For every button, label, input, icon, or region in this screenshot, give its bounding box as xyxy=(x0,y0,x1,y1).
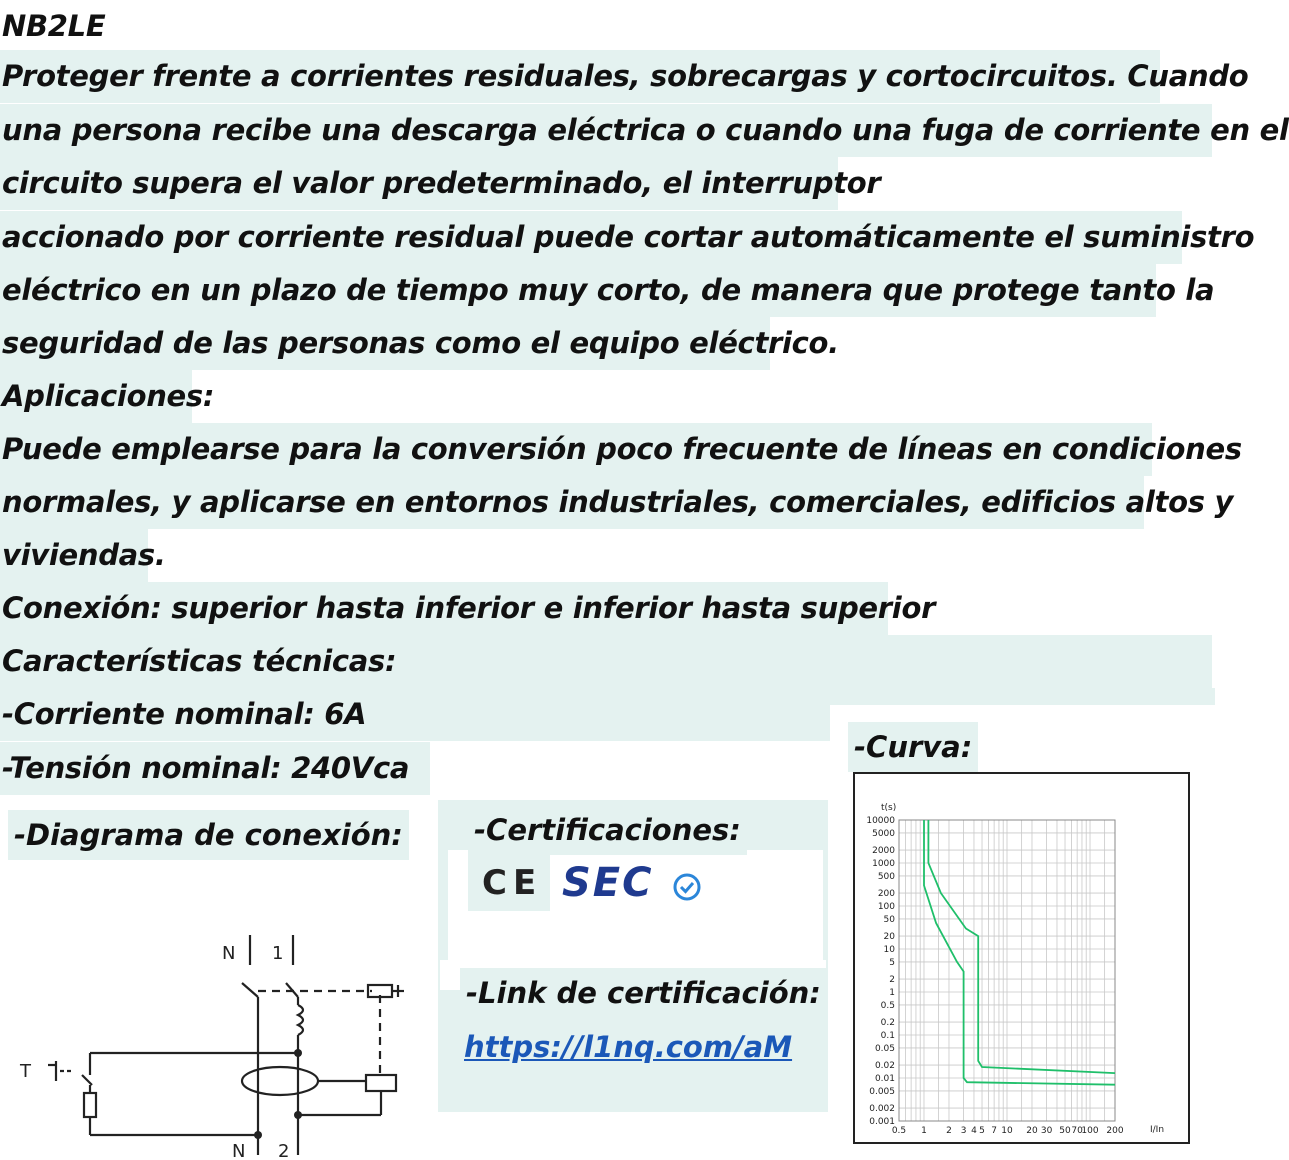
chart-x-tick: 20 xyxy=(1026,1126,1038,1136)
ce-logo-box xyxy=(468,855,550,911)
cert-link[interactable]: https://l1nq.com/aM xyxy=(460,1022,796,1072)
chart-y-tick: 0.5 xyxy=(880,1000,895,1011)
chart-y-tick: 0.005 xyxy=(869,1086,895,1097)
chart-x-tick: 2 xyxy=(946,1126,952,1136)
chart-x-tick: 10 xyxy=(1001,1126,1013,1136)
chart-x-tick: 50 xyxy=(1059,1126,1071,1136)
applications-line-2: normales, y aplicarse en entornos industriales, comerciales, edificios altos y xyxy=(0,476,1144,529)
description-line-2: una persona recibe una descarga eléctrica o cuando una fuga de corriente en el xyxy=(0,104,1212,157)
chart-y-tick: 0.002 xyxy=(869,1104,895,1115)
diagram-label-n-top: N xyxy=(222,943,236,964)
chart-x-tick: 70 xyxy=(1071,1126,1083,1136)
chart-y-tick: 0.05 xyxy=(874,1043,895,1054)
chart-x-tick: 3 xyxy=(960,1126,967,1136)
chart-y-tick: 0.02 xyxy=(874,1061,895,1072)
diagram-label-t: T xyxy=(20,1061,31,1082)
diagram-heading: -Diagrama de conexión: xyxy=(8,810,409,860)
diagram-label-n-bottom: N xyxy=(232,1141,246,1160)
diagram-label-2: 2 xyxy=(278,1141,290,1160)
applications-line-1: Puede emplearse para la conversión poco frecuente de líneas en condiciones xyxy=(0,423,1152,476)
chart-x-tick: 7 xyxy=(991,1126,998,1136)
chart-y-tick: 0.01 xyxy=(874,1074,895,1084)
chart-x-tick: 1 xyxy=(921,1126,927,1136)
chart-y-tick: 1000 xyxy=(872,859,895,869)
tech-heading: Características técnicas: xyxy=(0,635,1212,688)
curve-chart xyxy=(853,772,1190,1144)
curve-heading: -Curva: xyxy=(848,722,978,772)
chart-y-tick: 5 xyxy=(889,957,895,968)
sec-logo-box xyxy=(562,858,712,914)
diagram-label-1: 1 xyxy=(272,943,284,964)
product-title: NB2LE xyxy=(0,0,110,53)
nominal-current: -Corriente nominal: 6A xyxy=(0,688,1215,741)
connection-text: Conexión: superior hasta inferior e inferior hasta superior xyxy=(0,582,888,635)
chart-y-tick: 500 xyxy=(877,871,895,882)
check-circle-icon xyxy=(672,872,702,902)
certifications-heading-text: -Certificaciones: xyxy=(468,805,747,855)
sec-logo: SEC xyxy=(562,860,654,906)
chart-x-tick: 200 xyxy=(1106,1126,1124,1136)
chart-xlabel: I/In xyxy=(1150,1125,1165,1135)
chart-y-tick: 100 xyxy=(877,902,895,912)
chart-y-tick: 200 xyxy=(877,889,895,900)
chart-y-tick: 20 xyxy=(883,932,895,943)
chart-y-tick: 0.1 xyxy=(880,1031,895,1041)
applications-heading: Aplicaciones: xyxy=(0,370,192,423)
chart-y-tick: 0.2 xyxy=(880,1018,895,1029)
chart-x-tick: 100 xyxy=(1081,1126,1099,1136)
ce-logo: CE xyxy=(482,863,543,903)
applications-line-3: viviendas. xyxy=(0,529,148,582)
chart-x-tick: 5 xyxy=(979,1126,985,1136)
chart-y-tick: 5000 xyxy=(872,828,895,839)
chart-ylabel: t(s) xyxy=(881,803,897,813)
description-line-5: eléctrico en un plazo de tiempo muy corto, de manera que protege tanto la xyxy=(0,264,1156,317)
connection-diagram xyxy=(0,925,436,1160)
nominal-voltage: -Tensión nominal: 240Vca xyxy=(0,742,430,795)
description-line-3: circuito supera el valor predeterminado, el interruptor xyxy=(0,157,838,210)
description-line-6: seguridad de las personas como el equipo eléctrico. xyxy=(0,317,770,370)
chart-y-tick: 1 xyxy=(889,988,895,998)
chart-y-tick: 0.001 xyxy=(869,1117,895,1127)
cert-link-heading: -Link de certificación: xyxy=(460,968,827,1018)
chart-y-tick: 10 xyxy=(883,945,895,955)
chart-x-tick: 30 xyxy=(1040,1126,1053,1136)
chart-y-tick: 2000 xyxy=(872,846,895,857)
description-line-4: accionado por corriente residual puede cortar automáticamente el suministro xyxy=(0,211,1182,264)
chart-x-tick: 4 xyxy=(971,1126,977,1136)
chart-y-tick: 10000 xyxy=(866,816,895,826)
description-line-1: Proteger frente a corrientes residuales, sobrecargas y cortocircuitos. Cuando xyxy=(0,50,1160,103)
chart-x-tick: 0.5 xyxy=(891,1126,907,1136)
chart-y-tick: 2 xyxy=(889,975,895,986)
chart-y-tick: 50 xyxy=(883,914,895,925)
